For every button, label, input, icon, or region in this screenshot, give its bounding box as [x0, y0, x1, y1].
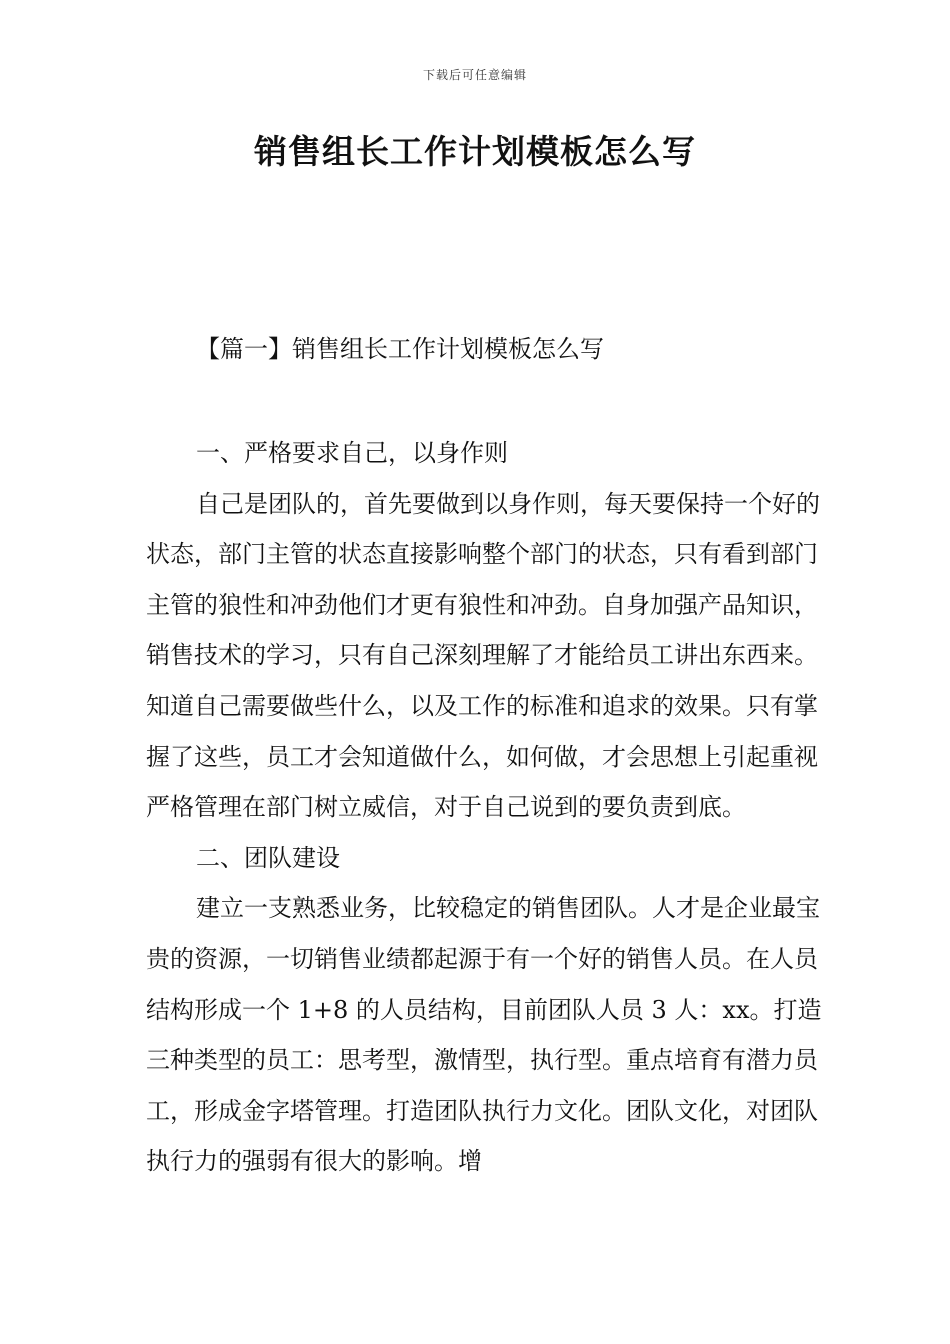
heading-one: 一、严格要求自己，以身作则	[196, 439, 508, 467]
document-body	[146, 428, 826, 1187]
section-title: 【篇一】销售组长工作计划模板怎么写	[196, 335, 604, 363]
header-note: 下载后可任意编辑	[422, 68, 527, 82]
heading-two: 二、团队建设	[196, 843, 340, 872]
document-title: 销售组长工作计划模板怎么写	[254, 132, 696, 171]
paragraph-one: 自己是团队的，首先要做到以身作则，每天要保持一个好的状态，部门主管的状态直接影响整个部门的状态，只有看到部门主管的狼性和冲劲他们才更有狼性和冲劲。自身加强产品知识，销售技术的学习，只有自己深刻理解了才能给员工讲出东西来。知道自己需要做些什么，以及工作的标准和追求的效果。只有掌握了这些，员工才会知道做什么，如何做，才会思想上引起重视严格管理在部门树立威信，对于自己说到的要负责到底。	[146, 489, 820, 822]
paragraph-two: 建立一支熟悉业务，比较稳定的销售团队。人才是企业最宝贵的资源，一切销售业绩都起源于有一个好的销售人员。在人员结构形成一个 1+8 的人员结构，目前团队人员 3 人：xx。打造三种类型的员工：思考型，激情型，执行型。重点培育有潜力员工，形成金字塔管理。打造团队执行力文化。团队文化，对团队执行力的强弱有很大的影响。增	[146, 894, 822, 1176]
